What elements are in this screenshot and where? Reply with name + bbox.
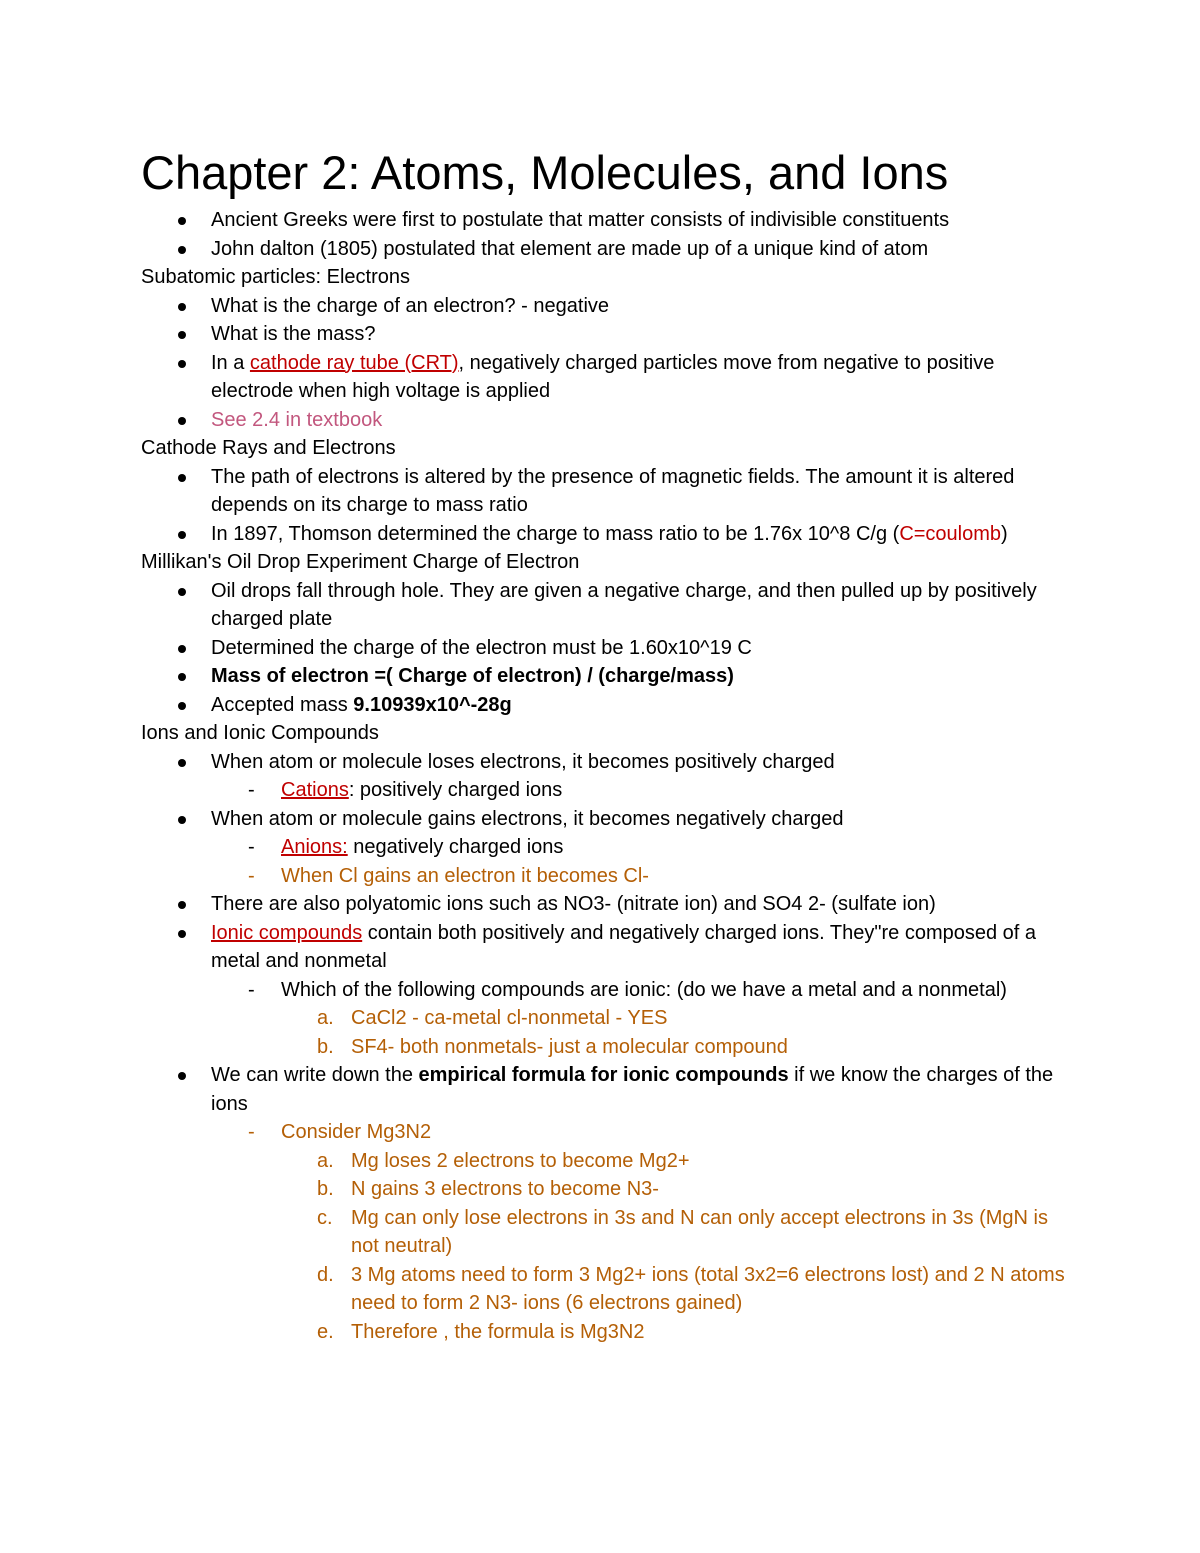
sub-list-item [211, 833, 1071, 862]
item-marker: b. [317, 1035, 334, 1058]
text: When atom or molecule loses electrons, it becomes positively charged [211, 750, 835, 773]
sub-list [211, 1118, 1071, 1346]
cathode-ray-tube-link[interactable]: cathode ray tube (CRT) [249, 351, 459, 374]
subatomic-list [141, 292, 1071, 435]
list-item: There are also polyatomic ions such as NO3- (nitrate ion) and SO4 2- (sulfate ion) [141, 890, 1071, 919]
text: Mg can only lose electrons in 3s and N can only accept electrons in 3s (MgN is not neutral) [351, 1206, 1049, 1257]
page-title: Chapter 2: Atoms, Molecules, and Ions [141, 146, 949, 199]
text: Therefore , the formula is Mg3N2 [351, 1320, 645, 1343]
text: 3 Mg atoms need to form 3 Mg2+ ions (total 3x2=6 electrons lost) and 2 N atoms need to form 2 N3- ions (6 electrons gained) [351, 1263, 1065, 1314]
section-heading-subatomic: Subatomic particles: Electrons [141, 266, 411, 288]
list-item: Ancient Greeks were first to postulate that matter consists of indivisible constituents [141, 206, 1071, 235]
ions-list [141, 748, 1071, 1347]
sub-list-item [211, 776, 1071, 805]
item-marker: a. [317, 1149, 334, 1172]
lettered-item [281, 1261, 1071, 1318]
list-item [141, 520, 1071, 549]
text: When atom or molecule gains electrons, it becomes negatively charged [211, 807, 844, 830]
text: In 1897, Thomson determined the charge to mass ratio to be 1.76x 10^8 C/g ( [211, 522, 900, 545]
list-item: Oil drops fall through hole. They are given a negative charge, and then pulled up by positively charged plate [141, 577, 1071, 634]
item-marker: e. [317, 1320, 334, 1343]
sub-list [211, 833, 1071, 890]
mass-formula: Mass of electron =( Charge of electron) / (charge/mass) [211, 665, 734, 687]
lettered-list [281, 1004, 1071, 1061]
text: SF4- both nonmetals- just a molecular compound [351, 1035, 788, 1058]
text: , negatively charged particles move from negative to positive electrode when high voltage is applied [211, 351, 995, 402]
coulomb-note: C=coulomb [899, 522, 1002, 545]
ionic-compounds-link[interactable]: Ionic compounds [211, 921, 363, 944]
section-heading-millikan: Millikan's Oil Drop Experiment Charge of Electron [141, 551, 580, 573]
item-marker: a. [317, 1007, 334, 1029]
list-item [141, 805, 1071, 891]
list-item [141, 662, 1071, 691]
sub-list-item [211, 976, 1071, 1062]
sub-list-item [211, 1118, 1071, 1346]
text: Which of the following compounds are ionic: (do we have a metal and a nonmetal) [281, 978, 1007, 1001]
lettered-item [281, 1033, 1071, 1062]
list-item [141, 919, 1071, 1062]
text: N gains 3 electrons to become N3- [351, 1178, 659, 1200]
lettered-item [281, 1175, 1071, 1204]
text: if we know the charges of the ions [211, 1064, 1054, 1115]
lettered-list [281, 1147, 1071, 1347]
list-item [141, 748, 1071, 805]
text: : positively charged ions [348, 779, 563, 801]
text: CaCl2 - ca-metal cl-nonmetal - YES [351, 1007, 668, 1029]
list-item [141, 691, 1071, 720]
millikan-list [141, 577, 1071, 720]
list-item [141, 349, 1071, 406]
text: contain both positively and negatively charged ions. They"re composed of a metal and nonmetal [211, 921, 1037, 972]
lettered-item [281, 1318, 1071, 1347]
accepted-mass-value: 9.10939x10^-28g [353, 693, 512, 716]
sub-list-item: - When Cl gains an electron it becomes Cl- [211, 862, 1071, 891]
document-page [141, 140, 1071, 1346]
anions-link[interactable]: Anions: [281, 836, 348, 858]
sub-list [211, 776, 1071, 805]
text: ) [1001, 522, 1008, 545]
lettered-item [281, 1204, 1071, 1261]
list-item: What is the charge of an electron? - negative [141, 292, 1071, 321]
text: We can write down the [211, 1064, 419, 1086]
text: Accepted mass [211, 693, 354, 716]
list-item [141, 1061, 1071, 1346]
section-heading-ions: Ions and Ionic Compounds [141, 722, 379, 744]
lettered-item [281, 1147, 1071, 1176]
item-marker: b. [317, 1178, 334, 1200]
text: negatively charged ions [347, 836, 564, 858]
text: Consider Mg3N2 [281, 1121, 432, 1143]
text: In a [211, 351, 250, 374]
list-item: Determined the charge of the electron must be 1.60x10^19 C [141, 634, 1071, 663]
cathode-list [141, 463, 1071, 549]
notes-body [141, 206, 1071, 1346]
list-item: The path of electrons is altered by the presence of magnetic fields. The amount it is altered depends on its charge to mass ratio [141, 463, 1071, 520]
intro-list [141, 206, 1071, 263]
list-item: What is the mass? [141, 320, 1071, 349]
item-marker: c. [317, 1206, 333, 1229]
text: Mg loses 2 electrons to become Mg2+ [351, 1149, 690, 1172]
sub-list [211, 976, 1071, 1062]
list-item: See 2.4 in textbook [141, 406, 1071, 435]
list-item: John dalton (1805) postulated that element are made up of a unique kind of atom [141, 235, 1071, 264]
cations-link[interactable]: Cations [281, 779, 349, 801]
item-marker: d. [317, 1263, 334, 1286]
section-heading-cathode: Cathode Rays and Electrons [141, 437, 396, 459]
empirical-formula-term: empirical formula for ionic compounds [418, 1064, 789, 1086]
lettered-item [281, 1004, 1071, 1033]
